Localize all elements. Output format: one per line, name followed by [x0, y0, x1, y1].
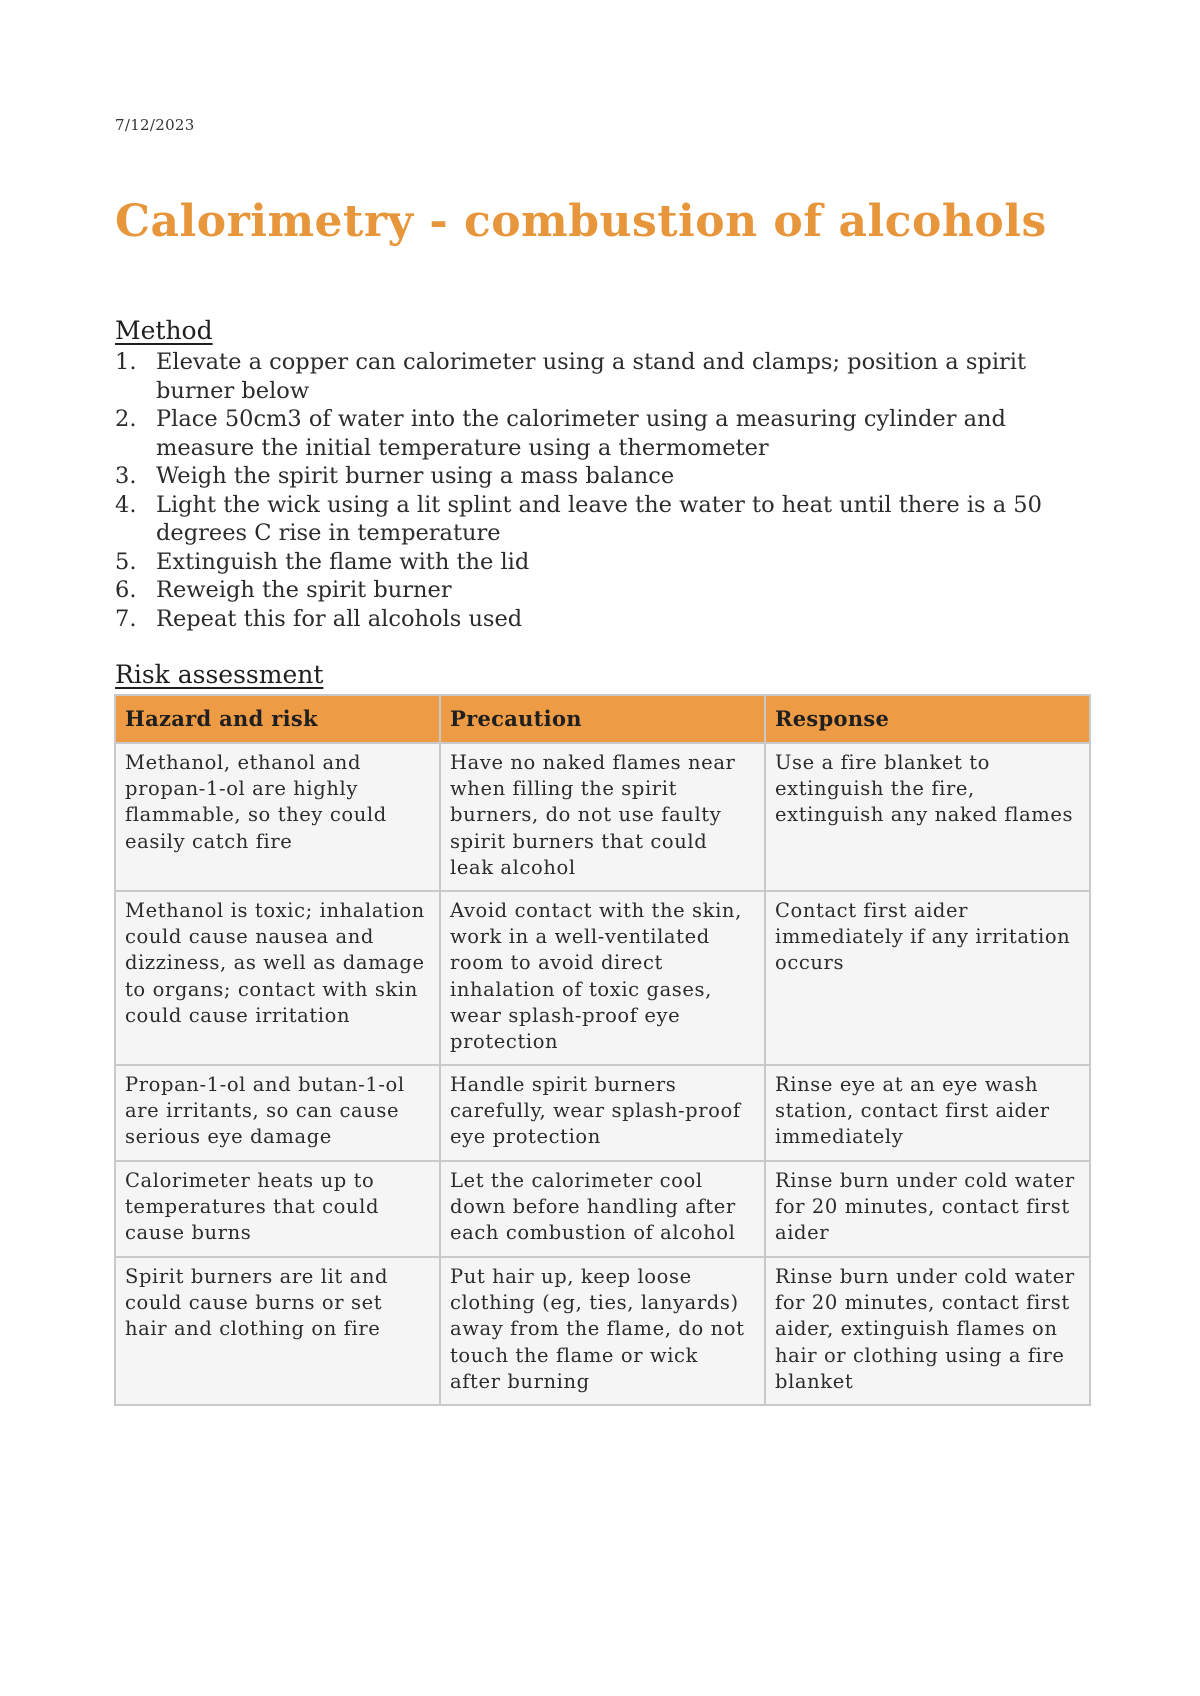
hazard-cell: Methanol is toxic; inhalation could cause nausea and dizziness, as well as damage to organs; contact with skin could cause irritation [115, 891, 440, 1065]
method-step [115, 491, 1095, 548]
risk-assessment-table [114, 694, 1091, 1406]
step-text: Weigh the spirit burner using a mass balance [156, 463, 675, 489]
step-text: Place 50cm3 of water into the calorimeter using a measuring cylinder and measure the initial temperature using a thermometer [156, 406, 1006, 461]
step-number: 6. [115, 577, 137, 603]
step-number: 5. [115, 548, 137, 575]
document-date: 7/12/2023 [115, 116, 195, 134]
step-text: Light the wick using a lit splint and leave the water to heat until there is a 50 degrees C rise in temperature [156, 491, 1042, 546]
response-cell: Rinse burn under cold water for 20 minutes, contact first aider, extinguish flames on hair or clothing using a fire blanket [765, 1257, 1090, 1405]
precaution-cell: Have no naked flames near when filling the spirit burners, do not use faulty spirit burners that could leak alcohol [440, 743, 765, 891]
hazard-cell: Methanol, ethanol and propan-1-ol are highly flammable, so they could easily catch fire [115, 743, 440, 891]
step-number: 1. [115, 349, 137, 375]
method-step [115, 348, 1095, 405]
step-text: Reweigh the spirit burner [156, 577, 452, 603]
response-cell: Rinse eye at an eye wash station, contact first aider immediately [765, 1065, 1090, 1161]
precaution-cell: Put hair up, keep loose clothing (eg, ties, lanyards) away from the flame, do not touch the flame or wick after burning [440, 1257, 765, 1405]
precaution-cell: Let the calorimeter cool down before handling after each combustion of alcohol [440, 1161, 765, 1257]
column-header-hazard: Hazard and risk [115, 695, 440, 743]
precaution-cell: Avoid contact with the skin, work in a well-ventilated room to avoid direct inhalation of toxic gases, wear splash-proof eye protection [440, 891, 765, 1065]
table-row [115, 1065, 1090, 1161]
hazard-cell: Propan-1-ol and butan-1-ol are irritants, so can cause serious eye damage [115, 1065, 440, 1161]
table-row [115, 743, 1090, 891]
table-row [115, 891, 1090, 1065]
method-steps-list [115, 348, 1095, 633]
document-title: Calorimetry - combustion of alcohols [115, 196, 1047, 247]
method-step [115, 548, 1095, 577]
method-step [115, 405, 1095, 462]
method-heading: Method [115, 316, 213, 345]
step-number: 3. [115, 463, 137, 489]
step-number: 7. [115, 605, 137, 632]
method-step [115, 462, 1095, 491]
table-row [115, 1161, 1090, 1257]
step-number: 2. [115, 406, 137, 432]
table-header-row [115, 695, 1090, 743]
response-cell: Rinse burn under cold water for 20 minutes, contact first aider [765, 1161, 1090, 1257]
response-cell: Use a fire blanket to extinguish the fire, extinguish any naked flames [765, 743, 1090, 891]
response-cell: Contact first aider immediately if any irritation occurs [765, 891, 1090, 1065]
hazard-cell: Calorimeter heats up to temperatures that could cause burns [115, 1161, 440, 1257]
step-number: 4. [115, 491, 137, 518]
column-header-response: Response [765, 695, 1090, 743]
precaution-cell: Handle spirit burners carefully, wear splash-proof eye protection [440, 1065, 765, 1161]
column-header-precaution: Precaution [440, 695, 765, 743]
step-text: Elevate a copper can calorimeter using a stand and clamps; position a spirit burner below [156, 349, 1027, 404]
risk-assessment-heading: Risk assessment [115, 660, 324, 689]
table-row [115, 1257, 1090, 1405]
method-step [115, 605, 1095, 634]
method-step [115, 576, 1095, 605]
hazard-cell: Spirit burners are lit and could cause burns or set hair and clothing on fire [115, 1257, 440, 1405]
step-text: Repeat this for all alcohols used [156, 605, 523, 632]
step-text: Extinguish the flame with the lid [156, 548, 530, 575]
